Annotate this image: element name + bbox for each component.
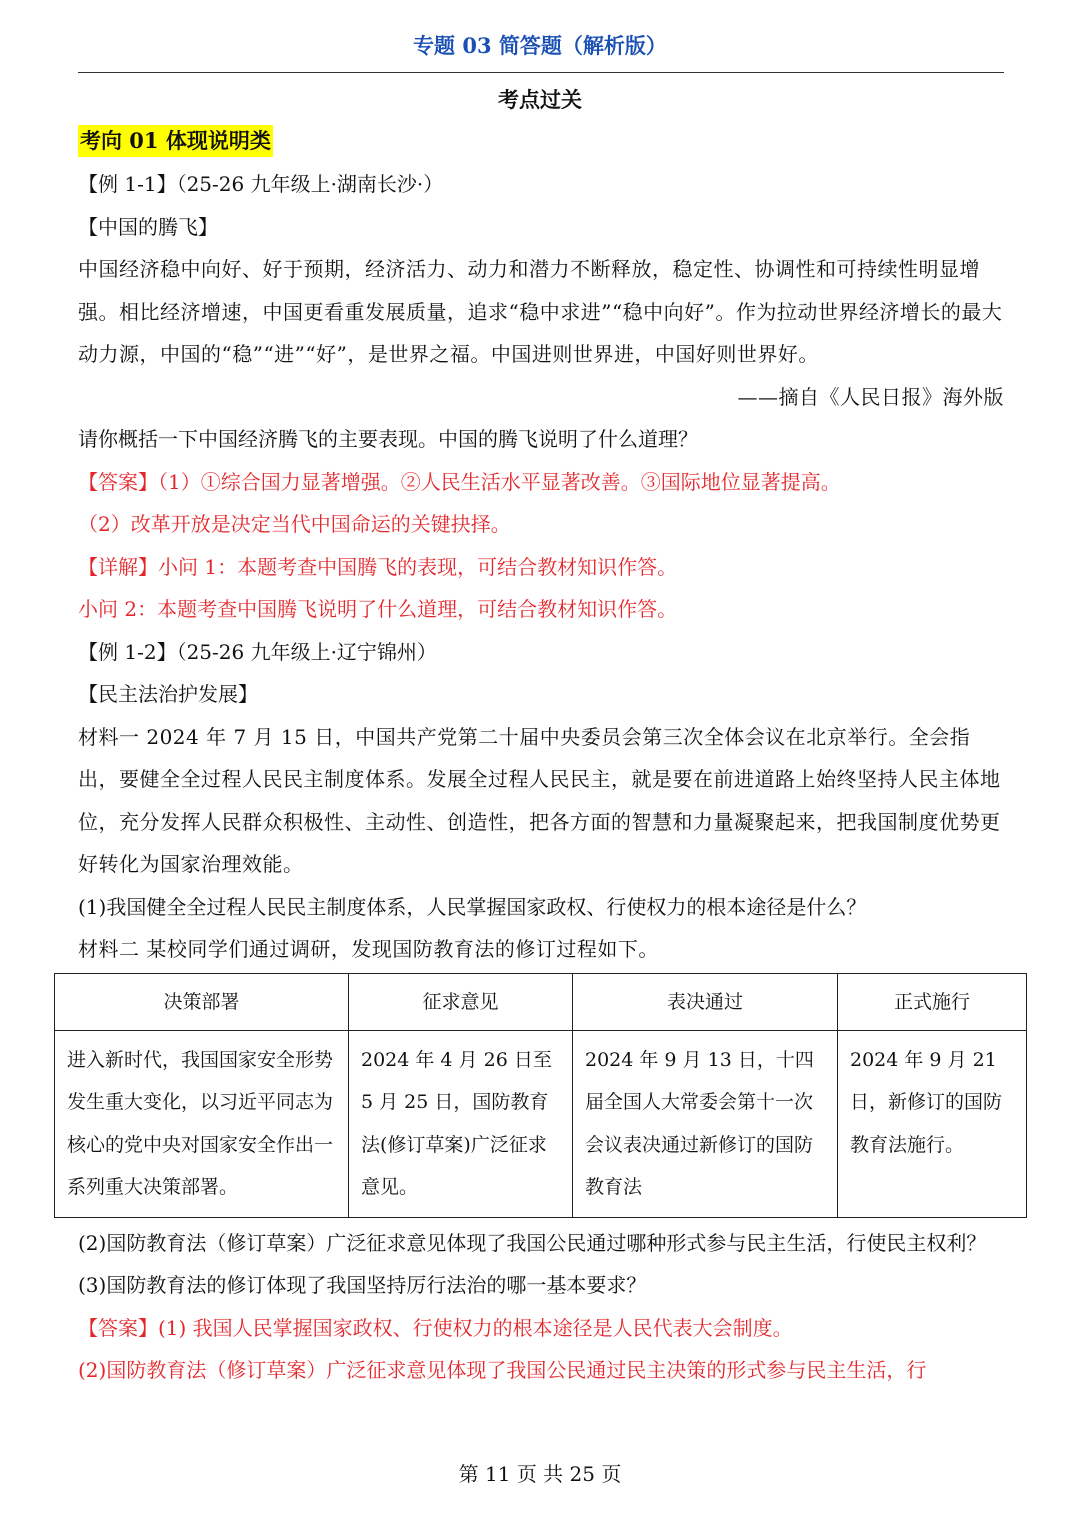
example-2-answer-1: 【答案】(1) 我国人民掌握国家政权、行使权力的根本途径是人民代表大会制度。 <box>78 1315 793 1340</box>
example-2-question-1: (1)我国健全全过程人民民主制度体系，人民掌握国家政权、行使权力的根本途径是什么？ <box>78 894 867 919</box>
example-1-explain-1: 【详解】小问 1：本题考查中国腾飞的表现，可结合教材知识作答。 <box>78 554 678 579</box>
example-1-source: ——摘自《人民日报》海外版 <box>737 384 1004 409</box>
example-1-material-text: 中国经济稳中向好、好于预期，经济活力、动力和潜力不断释放，稳定性、协调性和可持续性明显增强。相比经济增速，中国更看重发展质量，追求“稳中求进”“稳中向好”。作为拉动世界经济增长的最大动力源，中国的“稳”“进”“好”，是世界之福。中国进则世界进，中国好则世界好。 <box>78 257 1003 366</box>
section-title: 考点过关 <box>498 87 582 112</box>
example-2-material-1: 材料一 2024 年 7 月 15 日，中国共产党第二十届中央委员会第三次全体会议在北京举行。全会指出，要健全全过程人民民主制度体系。发展全过程人民民主，就是要在前进道路上始终坚持人民主体地位，充分发挥人民群众积极性、主动性、创造性，把各方面的智慧和力量凝聚起来，把我国制度优势更好转化为国家治理效能。 <box>78 724 1001 876</box>
table-cell: 进入新时代，我国国家安全形势发生重大变化，以习近平同志为核心的党中央对国家安全作出一系列重大决策部署。 <box>55 1030 349 1217</box>
table-header-cell: 正式施行 <box>838 973 1027 1030</box>
table-header-cell: 表决通过 <box>573 973 838 1030</box>
table-cell: 2024 年 4 月 26 日至 5 月 25 日，国防教育法(修订草案)广泛征求意见。 <box>349 1030 573 1217</box>
table-cell: 2024 年 9 月 21 日，新修订的国防教育法施行。 <box>838 1030 1027 1217</box>
example-2-material-title: 【民主法治护发展】 <box>78 682 258 706</box>
main-content <box>67 163 1004 1392</box>
table-cell: 2024 年 9 月 13 日，十四届全国人大常委会第十一次会议表决通过新修订的国防教育法 <box>573 1030 838 1217</box>
page-number-footer: 第 11 页 共 25 页 <box>458 1462 622 1486</box>
header-divider <box>78 72 1004 73</box>
table-row <box>55 1030 1027 1217</box>
example-1-label: 【例 1-1】（25-26 九年级上·湖南长沙·） <box>78 172 444 196</box>
document-header-title: 专题 03 简答题（解析版） <box>413 33 667 58</box>
example-2-label: 【例 1-2】（25-26 九年级上·辽宁锦州） <box>78 639 437 664</box>
table-header-cell: 决策部署 <box>55 973 349 1030</box>
table-header-row <box>55 973 1027 1030</box>
example-1-question: 请你概括一下中国经济腾飞的主要表现。中国的腾飞说明了什么道理？ <box>78 427 698 451</box>
revision-process-table <box>54 973 1027 1218</box>
example-1-answer-2: （2）改革开放是决定当代中国命运的关键抉择。 <box>78 512 511 536</box>
example-1-answer-1: 【答案】（1）①综合国力显著增强。②人民生活水平显著改善。③国际地位显著提高。 <box>78 469 841 494</box>
example-1-explain-2: 小问 2：本题考查中国腾飞说明了什么道理，可结合教材知识作答。 <box>78 597 678 621</box>
example-2-question-3: (3)国防教育法的修订体现了我国坚持厉行法治的哪一基本要求？ <box>78 1273 647 1297</box>
topic-heading: 考向 01 体现说明类 <box>78 125 273 157</box>
example-1-material-title: 【中国的腾飞】 <box>78 214 218 239</box>
example-2-answer-2: (2)国防教育法（修订草案）广泛征求意见体现了我国公民通过民主决策的形式参与民主生活，行 <box>78 1358 927 1382</box>
example-2-material-2: 材料二 某校同学们通过调研，发现国防教育法的修订过程如下。 <box>78 937 659 961</box>
example-2-question-2: (2)国防教育法（修订草案）广泛征求意见体现了我国公民通过哪种形式参与民主生活，行使民主权利？ <box>78 1230 987 1255</box>
table-header-cell: 征求意见 <box>349 973 573 1030</box>
